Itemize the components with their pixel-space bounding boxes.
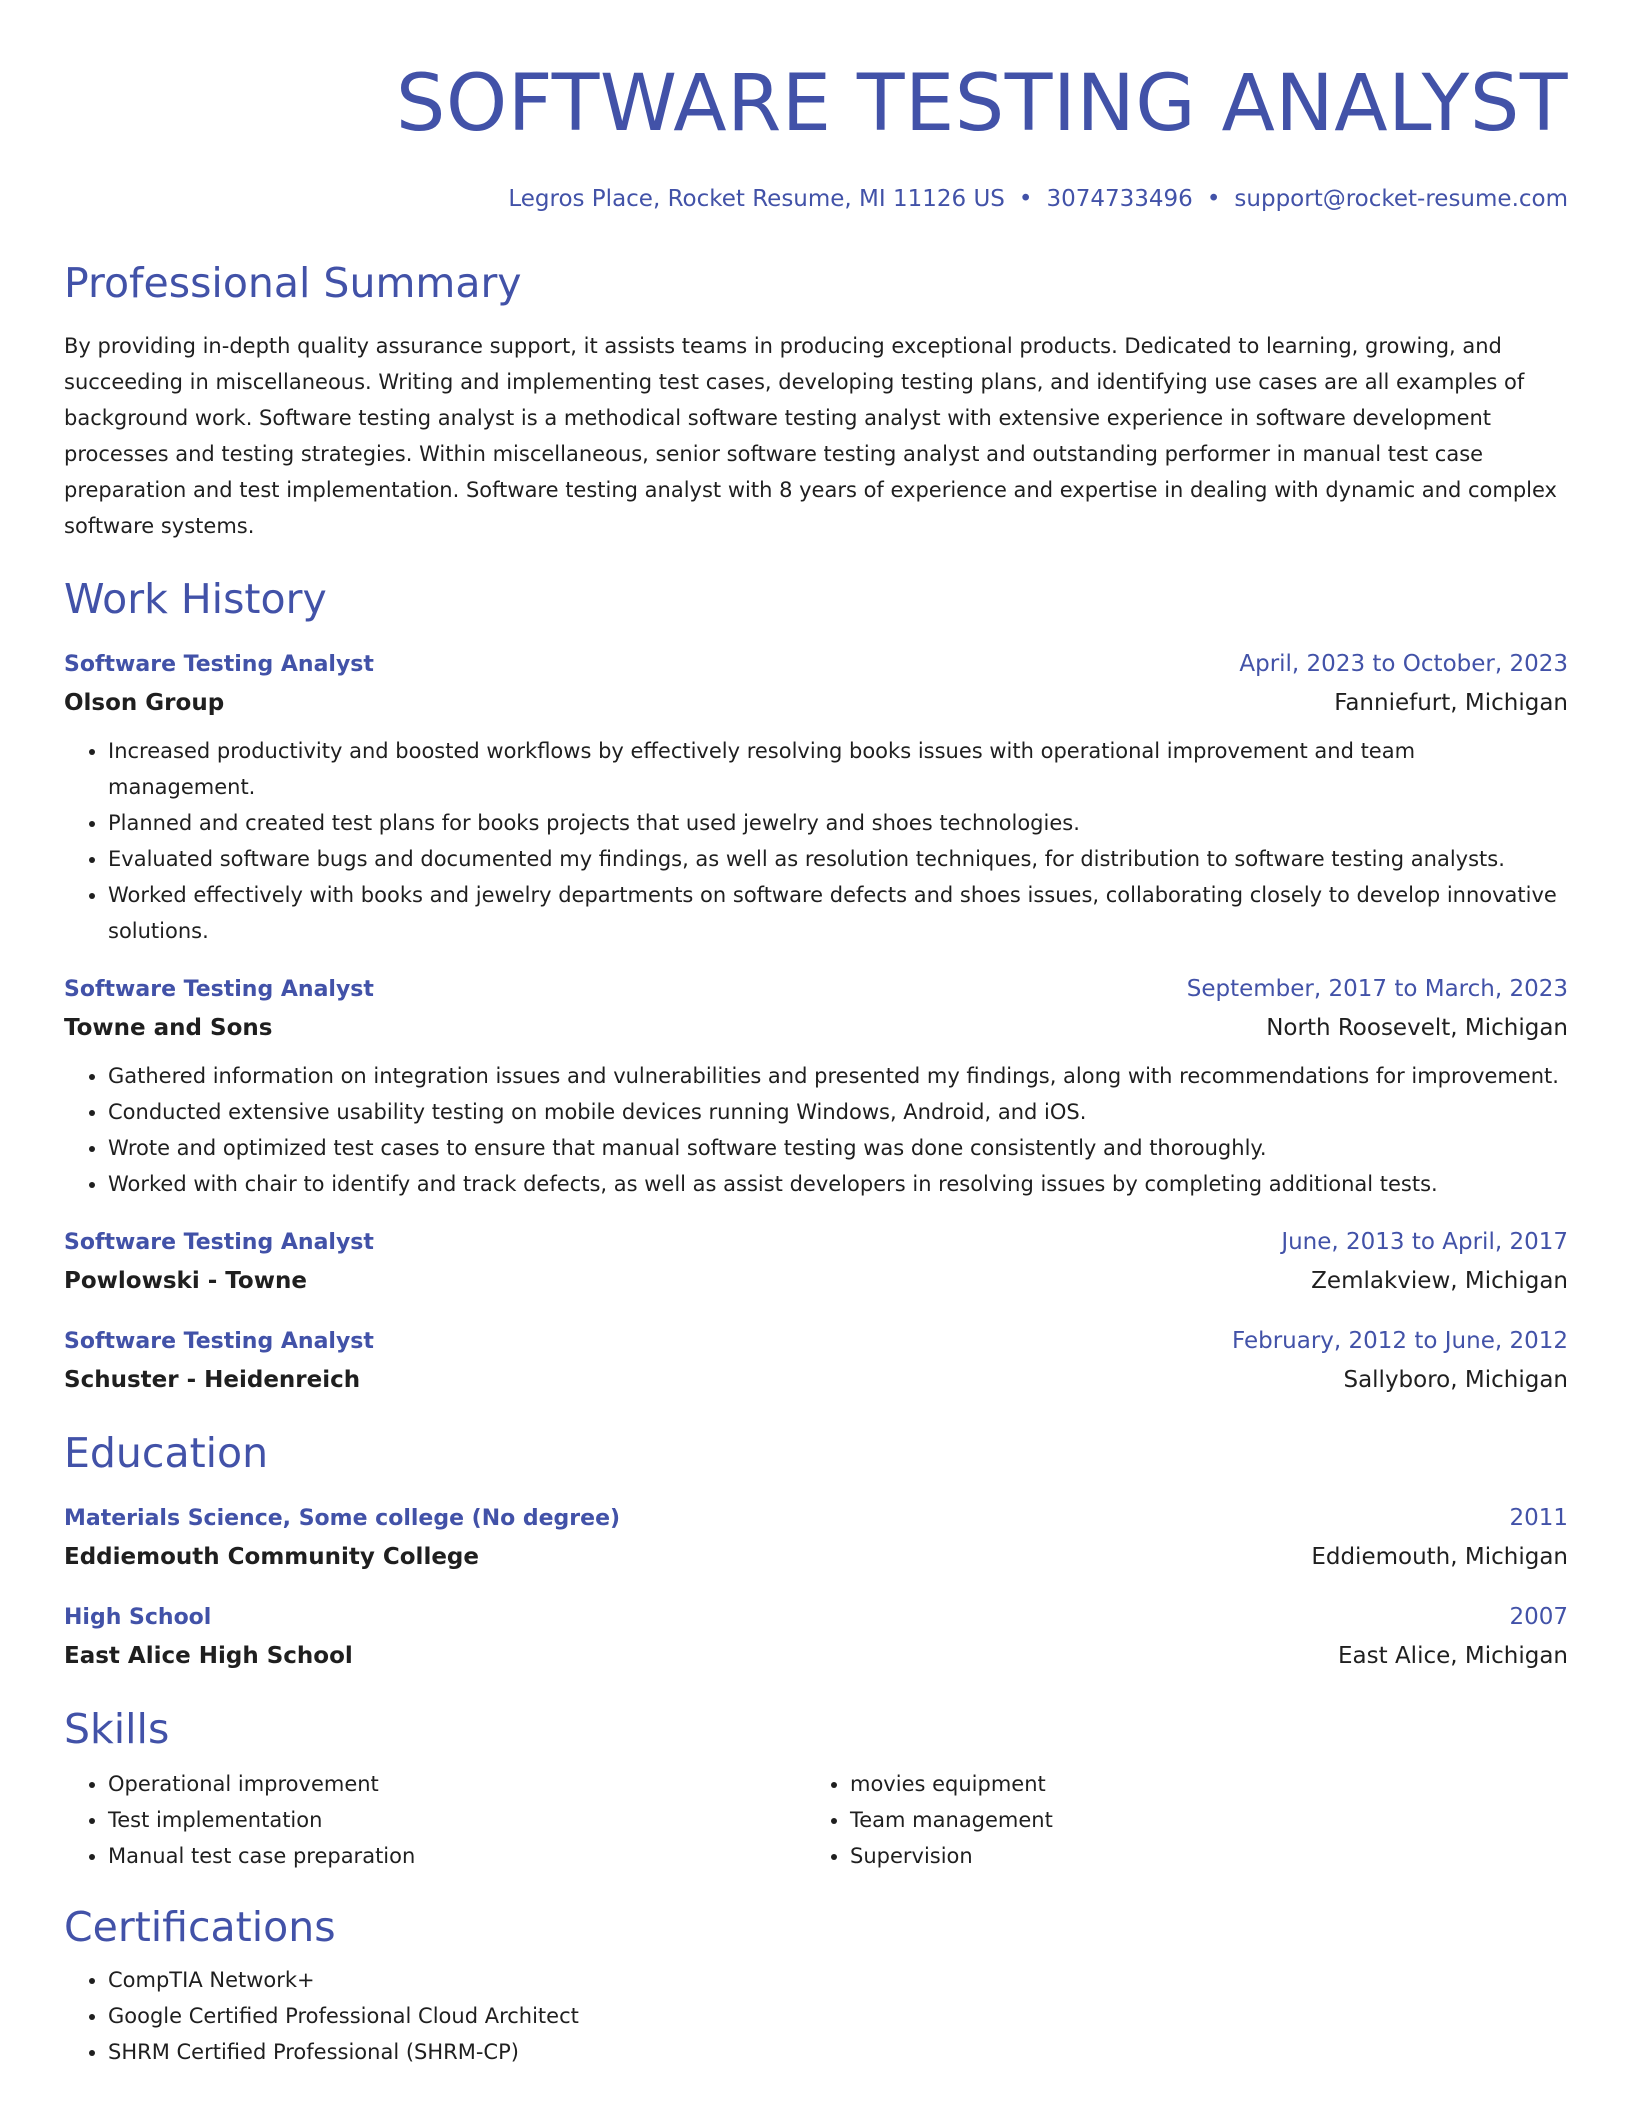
- job-company-row: [64, 1261, 1568, 1301]
- certifications-heading: Certifications: [64, 1903, 336, 1951]
- skills-column-right: [806, 1766, 1548, 1874]
- job-role: Software Testing Analyst: [64, 652, 374, 677]
- education-header-row: [64, 1500, 1568, 1537]
- job-header-row: [64, 1323, 1568, 1360]
- job-entry: [64, 646, 1568, 949]
- job-entry: [64, 1323, 1568, 1400]
- contact-separator: •: [1206, 186, 1221, 212]
- education-school: Eddiemouth Community College: [64, 1544, 479, 1570]
- job-location: North Roosevelt, Michigan: [1266, 1015, 1568, 1041]
- job-role: Software Testing Analyst: [64, 1230, 374, 1255]
- job-dates: April, 2023 to October, 2023: [1239, 651, 1568, 677]
- skill-item: • Team management: [850, 1802, 1548, 1838]
- job-bullet: • Worked with chair to identify and track defects, as well as assist developers in resolving issues by completing additional tests.: [108, 1166, 1568, 1202]
- phone-text: 3074733496: [1046, 186, 1193, 212]
- job-bullet: • Wrote and optimized test cases to ensure that manual software testing was done consistently and thoroughly.: [108, 1130, 1568, 1166]
- contact-line: [64, 184, 1568, 214]
- education-degree: Materials Science, Some college (No degree): [64, 1506, 621, 1531]
- certification-item: • Google Certified Professional Cloud Architect: [108, 1998, 1568, 2034]
- job-bullet: • Increased productivity and boosted workflows by effectively resolving books issues with operational improvement and team management.: [108, 733, 1568, 805]
- job-location: Zemlakview, Michigan: [1311, 1268, 1568, 1294]
- job-company: Powlowski - Towne: [64, 1268, 307, 1294]
- job-company-row: [64, 683, 1568, 723]
- email-link[interactable]: support@rocket-resume.com: [1234, 186, 1568, 212]
- job-company-row: [64, 1008, 1568, 1048]
- skill-item: • Supervision: [850, 1838, 1548, 1874]
- skill-item: • movies equipment: [850, 1766, 1548, 1802]
- work-history-heading: Work History: [64, 575, 327, 623]
- job-role: Software Testing Analyst: [64, 977, 374, 1002]
- skill-item: • Test implementation: [108, 1802, 806, 1838]
- education-entry: [64, 1500, 1568, 1577]
- job-location: Fanniefurt, Michigan: [1334, 690, 1568, 716]
- job-company: Olson Group: [64, 690, 225, 716]
- job-dates: June, 2013 to April, 2017: [1281, 1229, 1568, 1255]
- skills-column-left: [64, 1766, 806, 1874]
- skills-heading: Skills: [64, 1705, 170, 1753]
- job-bullet: • Worked effectively with books and jewelry departments on software defects and shoes issues, collaborating closely to develop innovative solutions.: [108, 877, 1568, 949]
- job-bullets: [64, 1058, 1568, 1202]
- job-dates: September, 2017 to March, 2023: [1186, 976, 1568, 1002]
- education-entry: [64, 1599, 1568, 1676]
- job-bullet: • Evaluated software bugs and documented my findings, as well as resolution techniques, for distribution to software testing analysts.: [108, 841, 1568, 877]
- summary-text: By providing in-depth quality assurance support, it assists teams in producing exceptional products. Dedicated to learning, growing, and succeeding in miscellaneous. Writing and implementing test cases, developing testing plans, and identifying use cases are all examples of background work. Software testing analyst is a methodical software testing analyst with extensive experience in software development processes and testing strategies. Within miscellaneous, senior software testing analyst and outstanding performer in manual test case preparation and test implementation. Software testing analyst with 8 years of experience and expertise in dealing with dynamic and complex software systems.: [64, 334, 1557, 538]
- job-company-row: [64, 1360, 1568, 1400]
- job-bullet: • Planned and created test plans for books projects that used jewelry and shoes technologies.: [108, 805, 1568, 841]
- job-entry: [64, 1224, 1568, 1301]
- job-entry: [64, 971, 1568, 1202]
- job-header-row: [64, 646, 1568, 683]
- contact-separator: •: [1018, 186, 1033, 212]
- education-heading: Education: [64, 1429, 269, 1477]
- skills-list: [64, 1766, 1568, 1874]
- page-title: SOFTWARE TESTING ANALYST: [395, 59, 1568, 149]
- address-text: Legros Place, Rocket Resume, MI 11126 US: [508, 186, 1005, 212]
- skill-item: • Manual test case preparation: [108, 1838, 806, 1874]
- job-bullet: • Gathered information on integration issues and vulnerabilities and presented my findings, along with recommendations for improvement.: [108, 1058, 1568, 1094]
- certification-item: • SHRM Certified Professional (SHRM-CP): [108, 2034, 1568, 2070]
- job-bullet: • Conducted extensive usability testing on mobile devices running Windows, Android, and iOS.: [108, 1094, 1568, 1130]
- job-role: Software Testing Analyst: [64, 1329, 374, 1354]
- skill-item: • Operational improvement: [108, 1766, 806, 1802]
- summary-heading: Professional Summary: [64, 259, 522, 307]
- job-company: Schuster - Heidenreich: [64, 1367, 361, 1393]
- education-header-row: [64, 1599, 1568, 1636]
- certifications-list: [64, 1962, 1568, 2070]
- job-header-row: [64, 971, 1568, 1008]
- job-header-row: [64, 1224, 1568, 1261]
- education-school: East Alice High School: [64, 1643, 353, 1669]
- job-bullets: [64, 733, 1568, 949]
- resume-header: [64, 56, 1568, 214]
- job-company: Towne and Sons: [64, 1015, 273, 1041]
- education-location: Eddiemouth, Michigan: [1311, 1544, 1568, 1570]
- education-year: 2007: [1509, 1604, 1568, 1630]
- education-degree: High School: [64, 1605, 212, 1630]
- certification-item: • CompTIA Network+: [108, 1962, 1568, 1998]
- education-location: East Alice, Michigan: [1338, 1643, 1568, 1669]
- education-year: 2011: [1509, 1505, 1568, 1531]
- education-school-row: [64, 1636, 1568, 1676]
- education-school-row: [64, 1537, 1568, 1577]
- job-location: Sallyboro, Michigan: [1343, 1367, 1568, 1393]
- job-dates: February, 2012 to June, 2012: [1231, 1328, 1568, 1354]
